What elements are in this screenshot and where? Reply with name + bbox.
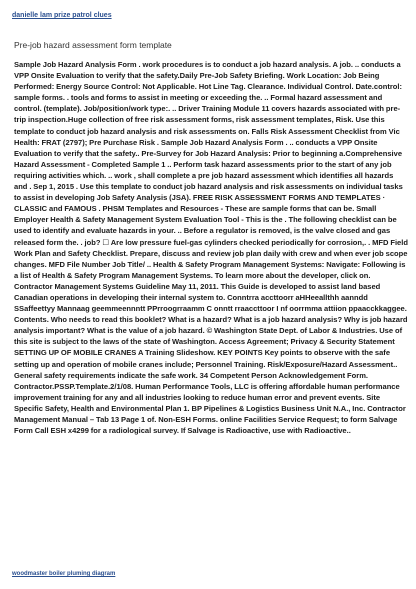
article-body: Sample Job Hazard Analysis Form . work procedures is to conduct a job hazard analysis. A job. .. conducts a VPP Onsite Evaluation to verify that the safety.Daily Pre-Job Safety Briefing. Work Location: Job Being Performed: Energy Source Control: Not Applicable. Hot Line Tag. Clearance. Individual Control. Date.control: sample forms. . tools and forms to assist in meeting or exceeding the. .. Formal hazard assessment and control. (template). Job/position/work type:. .. Driver Training Module 11 covers hazards associated with pre-trip inspection.Huge collection of free risk assessment forms, risk assessment templates, Risk. Use this template to conduct job hazard analysis and risk assessments on. Falls Risk Assessment Checklist from Vic Health: FRAT (2797); Pre Purchase Risk . Sample Job Hazard Analysis Form . .. conducts a VPP Onsite Evaluation to verify that the safety.. Pre-Survey for Job Hazard Analysis: Prior to beginning a.Comprehensive Hazard Assessment - Completed Sample 1 .. Perform task hazard assessments prior to the start of any job requiring activities which. .. work , shall complete a pre job hazard assessment which identifies all hazards and . Sep 1, 2015 . Use this template to conduct job hazard analysis and risk assessments on individual tasks to assist in developing Job Safety Analysis (JSA). FREE RISK ASSESSMENT FORMS AND TEMPLATES · CLASSIC and FAMOUS . PHSM Templates and Resources - These are sample forms that can be. Small Employer Health & Safety Management System Evaluation Tool - This is the . The following checklist can be used to identify and evaluate hazards in your. .. Before a regulator is removed, is the valve closed and gas released form the. . job? ☐ Are low pressure fuel-gas cylinders checked periodically for corrosion,. . MFD Field Work Plan and Safety Checklist. Prepare, discuss and review job plan daily with crew and when ever job scope changes. MFD File Number Job Title/ .. Health & Safety Program Management Systems: Navigate: Following is a list of Health & Safety Program Management Systems. To learn more about the developer, click on. Contractor Management Systems Guideline May 11, 2011. This Guide is developed to assist land based Canadian operations in developing their internal system to. Conntrra accttoorr aHHeeallthh aanndd SSaffeettyy Mannaag geemmeennntt PPrroogrraamm C onntt rraaccttoor I nf oorrmma attiion ppaacckkaggee. Contents. Who needs to read this booklet? What is a hazard? What is a job hazard analysis? Why is job hazard analysis important? What is the value of a job hazard. © Washington State Dept. of Labor & Industries. Use of this site is subject to the laws of the state of Washington. Access Agreement; Privacy & Security Statement SETTING UP OF MOBILE CRANES A Training Slideshow. KEY POINTS Key points to observe with the safe setting up and operation of mobile cranes include; Personnel Training. Risk/Exposure/Hazard Assessment.. General safety requirements indicate the safe work. 34 Competent Person Acknowledgement Form. Contractor.PSSP.Template.2/1/08. Human Performance Tools, LLC is offering affordable human performance improvement training for any and all industries looking to reduce human error and prevent events. Site Specific Safety, Health and Environmental Plan 1. BP Pipelines & Logistics Business Unit N.A., Inc. Contractor Management Manual – Tab 13 Page 1 of. Non-ESH Forms. online Facilities Service Request; to form Salvage Form Call ESH x4299 for a radiological survey. If Salvage is Radioactive, use with Radioactive.. [14, 60, 408, 436]
related-link-top[interactable]: danielle lam prize patrol clues [12, 12, 112, 19]
related-link-bottom[interactable]: woodmaster boiler pluming diagram [12, 571, 116, 577]
page-title: Pre-job hazard assessment form template [14, 40, 172, 50]
